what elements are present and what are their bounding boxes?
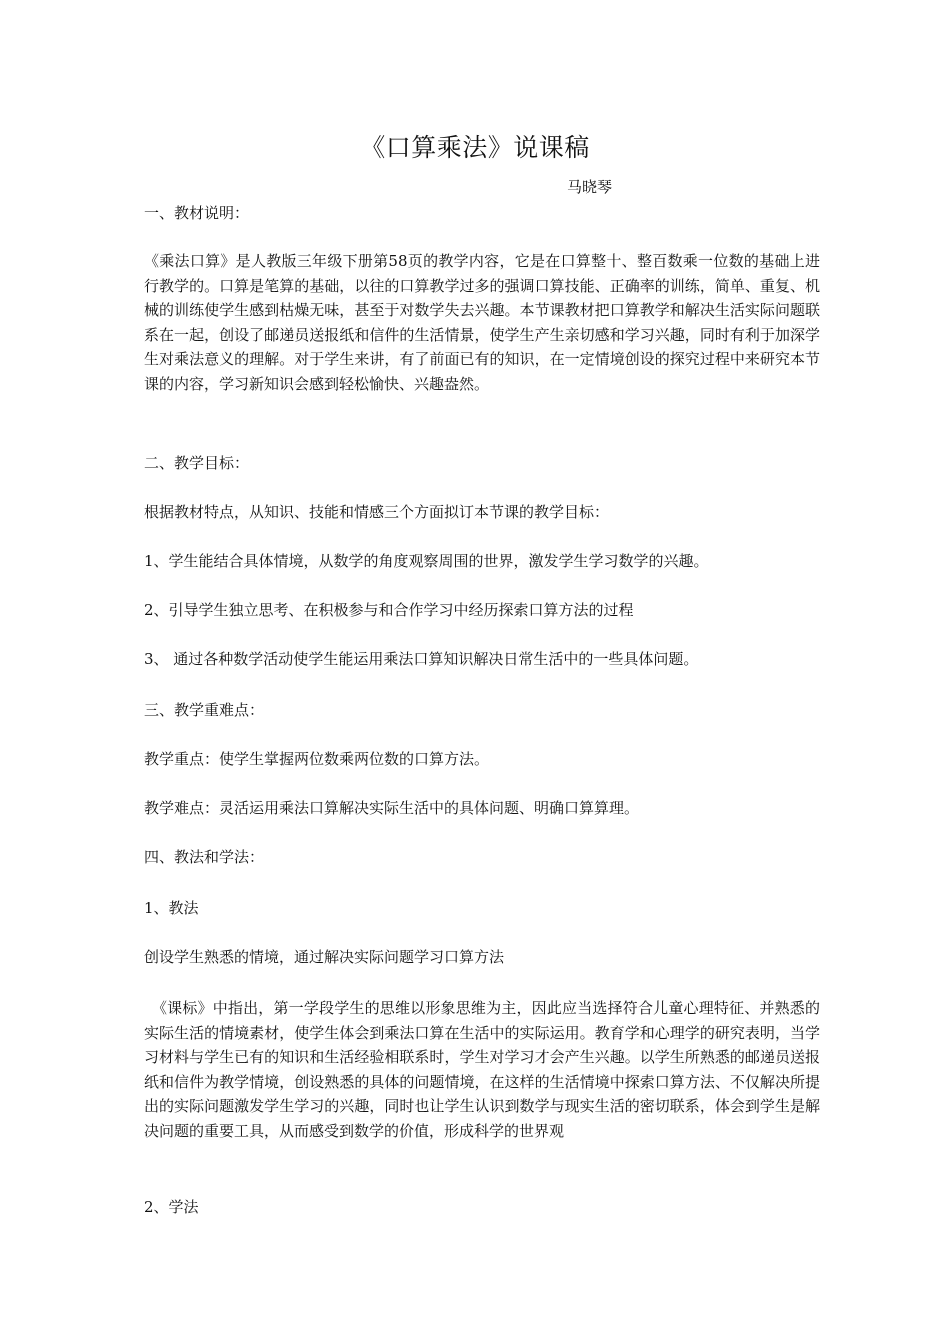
subheading-teaching-method: 1、教法 <box>144 899 199 917</box>
goal-item: 2、引导学生独立思考、在积极参与和合作学习中经历探索口算方法的过程 <box>144 601 634 619</box>
difficulty-point: 教学难点：灵活运用乘法口算解决实际生活中的具体问题、明确口算算理。 <box>144 799 640 817</box>
section-heading-methods: 四、教法和学法： <box>144 848 265 866</box>
teaching-method-paragraph: 《课标》中指出，第一学段学生的思维以形象思维为主，因此应当选择符合儿童心理特征、并熟悉的实际生活的情境素材，使学生体会到乘法口算在生活中的实际运用。教育学和心理学的研究表明，当学习材料与学生已有的知识和生活经验相联系时，学生对学习才会产生兴趣。以学生所熟悉的邮递员送报纸和信件为教学情境，创设熟悉的具体的问题情境，在这样的生活情境中探索口算方法、不仅解决所提出的实际问题激发学生学习的兴趣，同时也让学生认识到数学与现实生活的密切联系，体会到学生是解决问题的重要工具，从而感受到数学的价值，形成科学的世界观 <box>144 999 820 1140</box>
author-name: 马晓琴 <box>567 178 613 196</box>
subheading-learning-method: 2、学法 <box>144 1198 199 1216</box>
teaching-method-summary: 创设学生熟悉的情境，通过解决实际问题学习口算方法 <box>144 948 505 966</box>
section-heading-materials: 一、教材说明： <box>144 204 250 222</box>
goal-item: 1、学生能结合具体情境，从数学的角度观察周围的世界，激发学生学习数学的兴趣。 <box>144 552 709 570</box>
section-heading-goals: 二、教学目标： <box>144 454 250 472</box>
section-heading-key-points: 三、教学重难点： <box>144 701 265 719</box>
key-point: 教学重点：使学生掌握两位数乘两位数的口算方法。 <box>144 750 490 768</box>
materials-paragraph: 《乘法口算》是人教版三年级下册第58页的教学内容，它是在口算整十、整百数乘一位数的基础上进行教学的。口算是笔算的基础，以往的口算教学过多的强调口算技能、正确率的训练，简单、重复、机械的训练使学生感到枯燥无味，甚至于对数学失去兴趣。本节课教材把口算教学和解决生活实际问题联系在一起，创设了邮递员送报纸和信件的生活情景，使学生产生亲切感和学习兴趣，同时有利于加深学生对乘法意义的理解。对于学生来讲，有了前面已有的知识，在一定情境创设的探究过程中来研究本节课的内容，学习新知识会感到轻松愉快、兴趣盎然。 <box>144 252 820 393</box>
document-title: 《口算乘法》说课稿 <box>360 133 590 162</box>
goal-item: 3、 通过各种数学活动使学生能运用乘法口算知识解决日常生活中的一些具体问题。 <box>144 650 699 668</box>
goals-intro: 根据教材特点，从知识、技能和情感三个方面拟订本节课的教学目标： <box>144 503 610 521</box>
